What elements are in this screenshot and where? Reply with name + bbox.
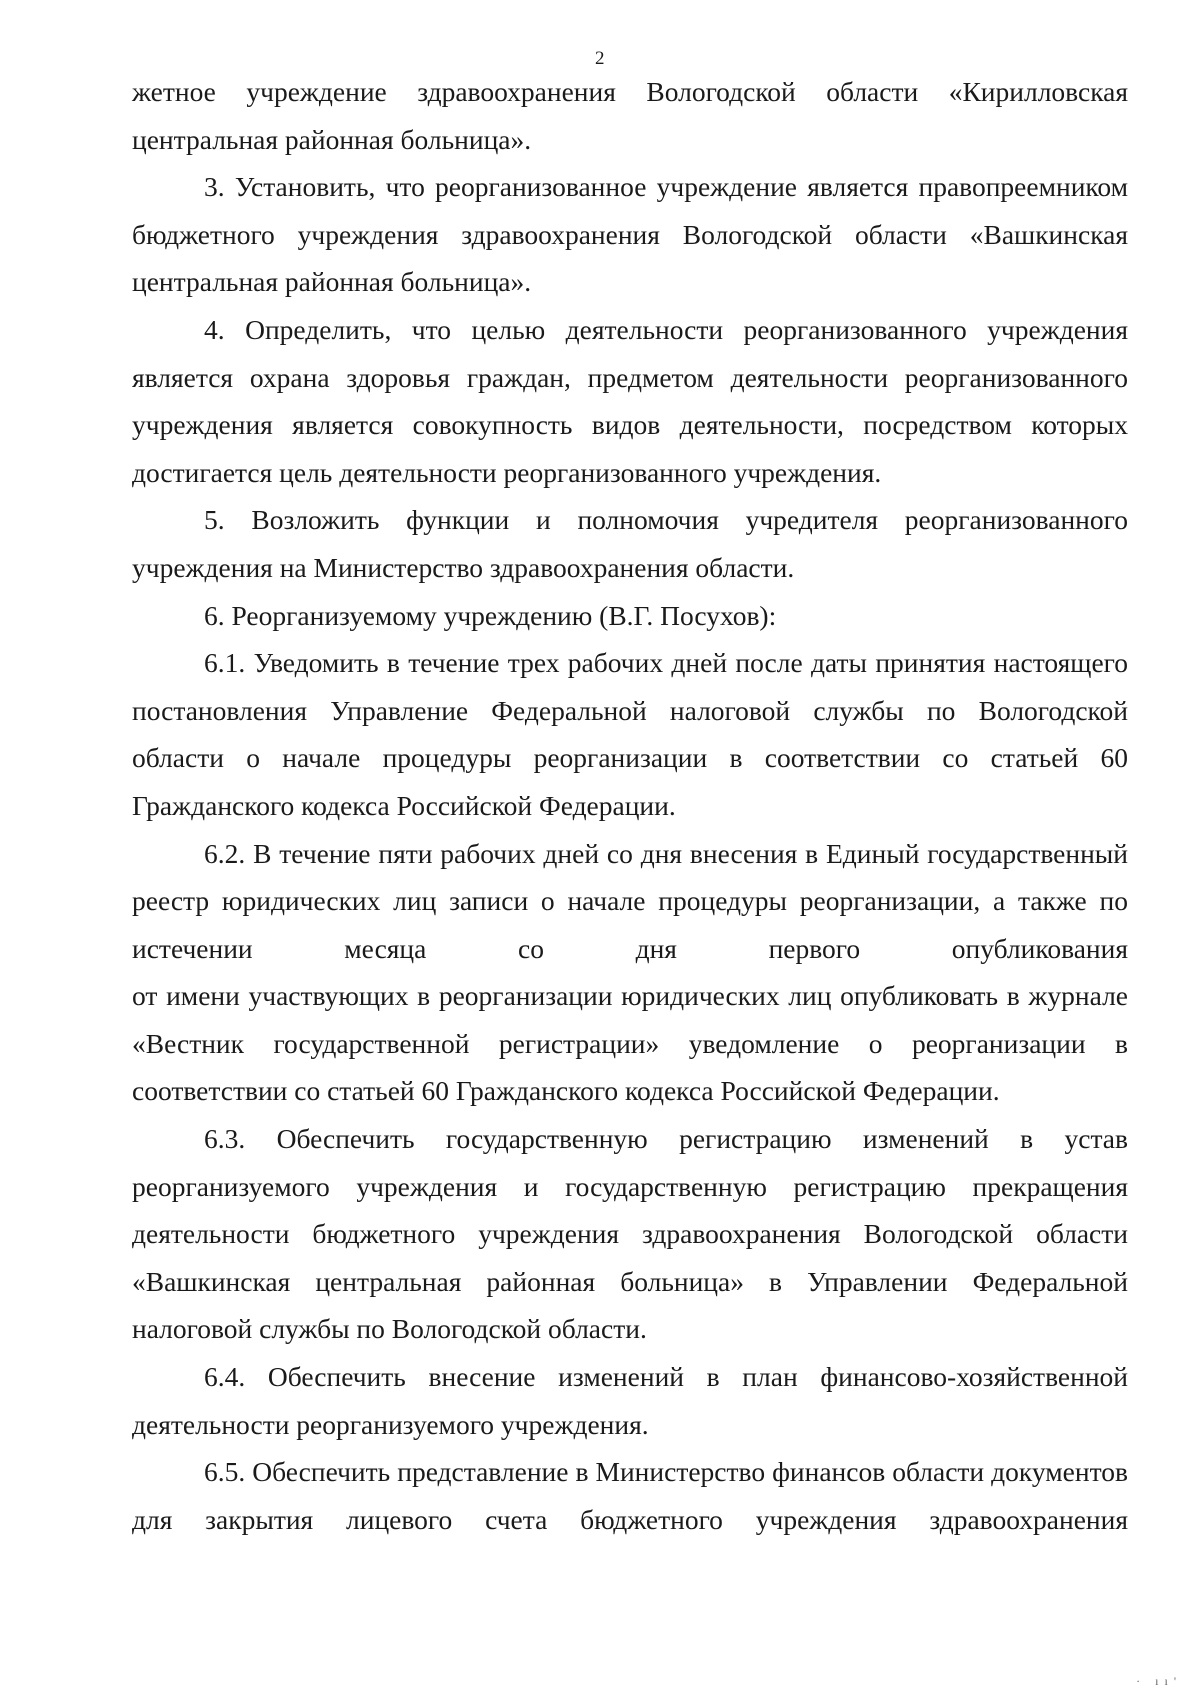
scan-artifact: · ıı'	[1136, 1674, 1182, 1688]
paragraph-item-6-1: 6.1. Уведомить в течение трех рабочих дней после даты принятия настоящего постановления Управление Федеральной налоговой службы по Вологодской области о начале процедуры реорганизации в соответствии со статьей 60 Гражданского кодекса Российской Федерации.	[132, 647, 1128, 821]
paragraph-item-6: 6. Реорганизуемому учреждению (В.Г. Посухов):	[204, 599, 777, 631]
paragraph-item-6-2-part-2: от имени участвующих в реорганизации юридических лиц опубликовать в журнале «Вестник государственной регистрации» уведомление о реорганизации в соответствии со статьей 60 Гражданского кодекса Российской Федерации.	[132, 980, 1128, 1107]
paragraph-continuation: жетное учреждение здравоохранения Вологодской области «Кирилловская центральная районная больница».	[132, 76, 1128, 155]
paragraph-item-4: 4. Определить, что целью деятельности реорганизованного учреждения является охрана здоровья граждан, предметом деятельности реорганизованного учреждения является совокупность видов деятельности, посредством которых достигается цель деятельности реорганизованного учреждения.	[132, 313, 1128, 488]
paragraph-item-6-3: 6.3. Обеспечить государственную регистрацию изменений в устав реорганизуемого учреждения и государственную регистрацию прекращения деятельности бюджетного учреждения здравоохранения Вологодской области «Вашкинская центральная районная больница» в Управлении Федеральной налоговой службы по Вологодской области.	[132, 1123, 1128, 1345]
page-number: 2	[595, 48, 605, 69]
document-body	[132, 68, 1128, 1543]
paragraph-item-5: 5. Возложить функции и полномочия учредителя реорганизованного учреждения на Министерство здравоохранения области.	[132, 504, 1128, 583]
paragraph-item-6-4: 6.4. Обеспечить внесение изменений в план финансово-хозяйственной деятельности реорганизуемого учреждения.	[132, 1361, 1128, 1440]
paragraph-item-6-5: 6.5. Обеспечить представление в Министерство финансов области документов для закрытия лицевого счета бюджетного учреждения здравоохранения	[132, 1456, 1128, 1535]
paragraph-item-3: 3. Установить, что реорганизованное учреждение является правопреемником бюджетного учреждения здравоохранения Вологодской области «Вашкинская центральная районная больница».	[132, 171, 1128, 298]
paragraph-item-6-2-part-1: 6.2. В течение пяти рабочих дней со дня внесения в Единый государственный реестр юридических лиц записи о начале процедуры реорганизации, а также по истечении месяца со дня первого опубликования	[132, 837, 1128, 964]
